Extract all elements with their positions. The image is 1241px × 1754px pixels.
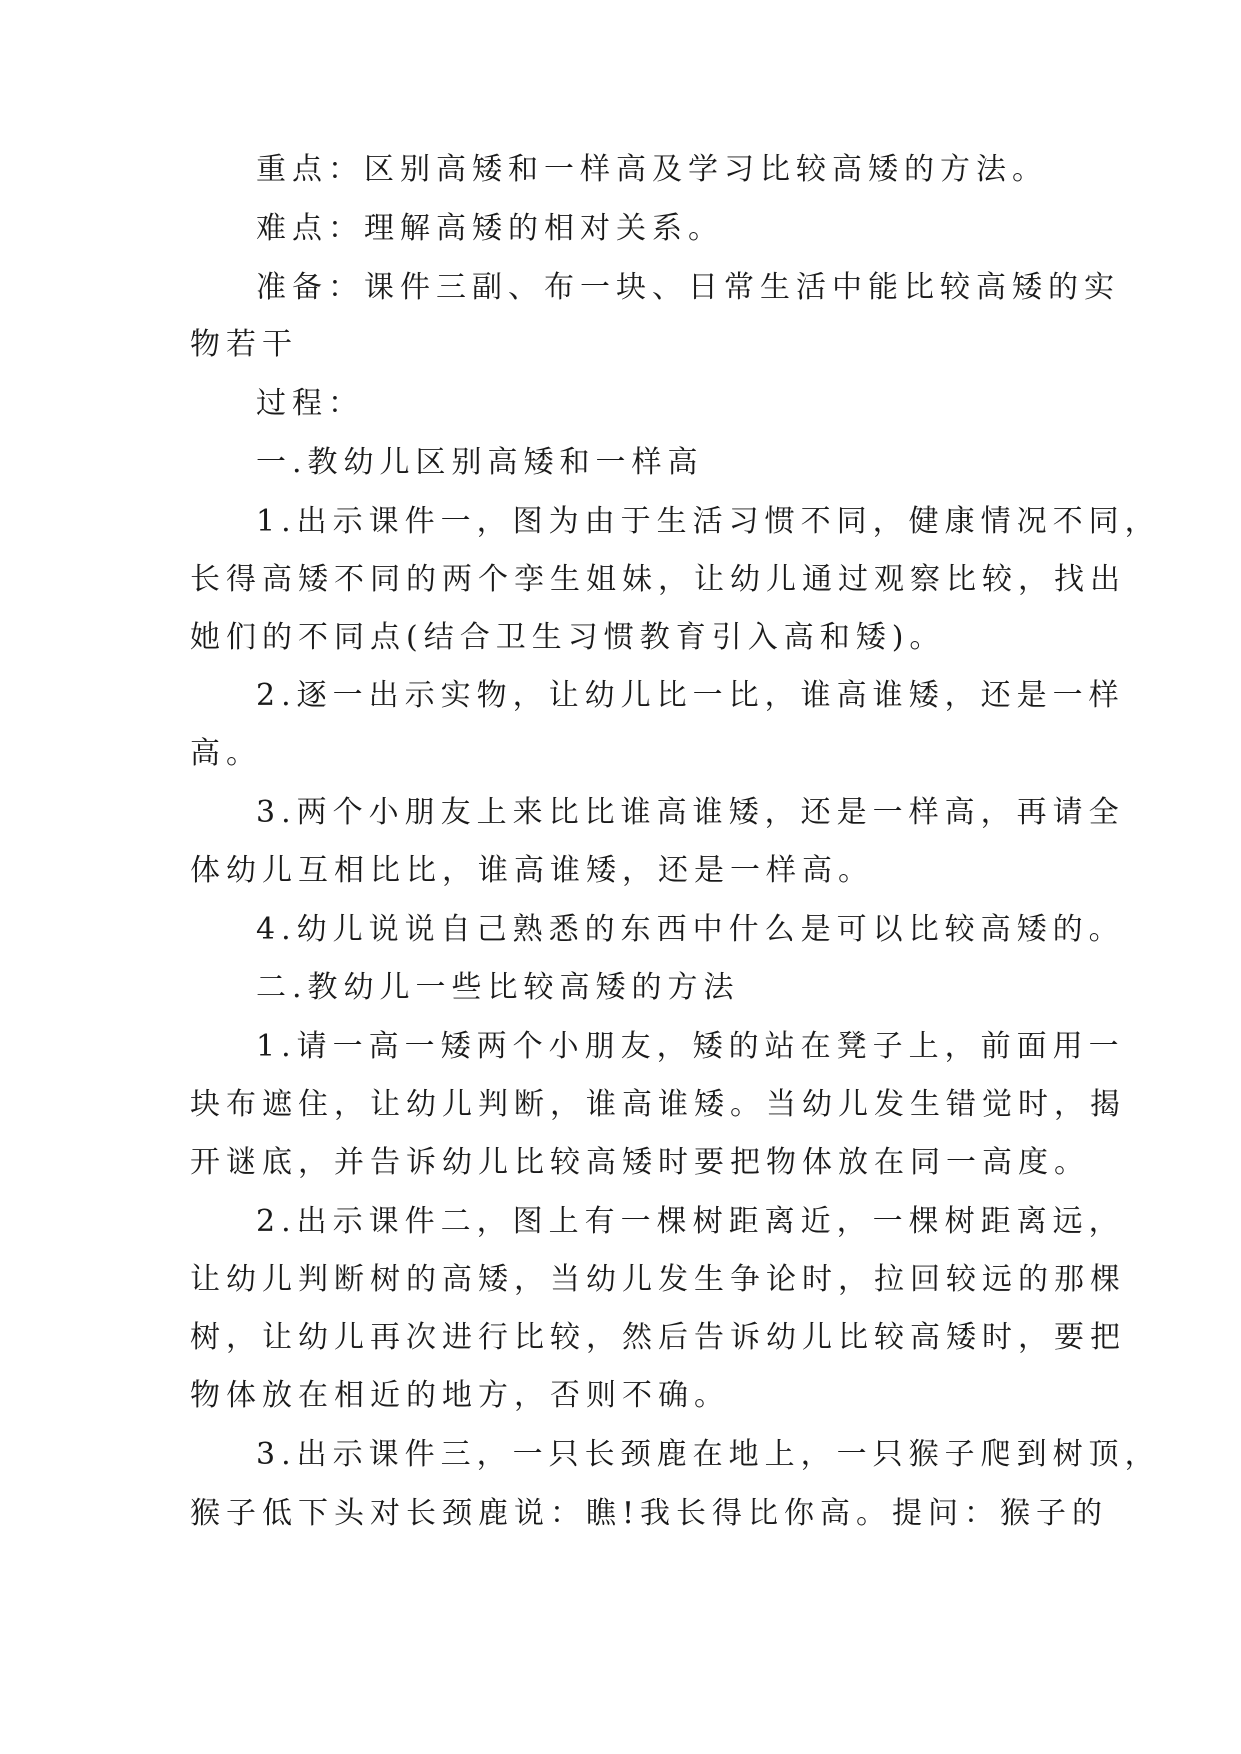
paragraph-line: 4.幼儿说说自己熟悉的东西中什么是可以比较高矮的。 xyxy=(256,912,1125,947)
paragraph-line: 2.逐一出示实物，让幼儿比一比，谁高谁矮，还是一样 xyxy=(256,678,1125,713)
paragraph-line: 重点：区别高矮和一样高及学习比较高矮的方法。 xyxy=(256,152,1048,187)
paragraph-line: 猴子低下头对长颈鹿说：瞧!我长得比你高。提问：猴子的 xyxy=(190,1496,1109,1531)
paragraph-line: 准备：课件三副、布一块、日常生活中能比较高矮的实 xyxy=(256,270,1120,305)
paragraph-line: 1.出示课件一，图为由于生活习惯不同，健康情况不同， xyxy=(256,504,1161,539)
paragraph-line: 3.两个小朋友上来比比谁高谁矮，还是一样高，再请全 xyxy=(256,795,1125,830)
paragraph-line: 她们的不同点(结合卫生习惯教育引入高和矮)。 xyxy=(190,620,946,655)
paragraph-line: 开谜底，并告诉幼儿比较高矮时要把物体放在同一高度。 xyxy=(190,1145,1090,1180)
paragraph-line: 树，让幼儿再次进行比较，然后告诉幼儿比较高矮时，要把 xyxy=(190,1320,1126,1355)
paragraph-line: 3.出示课件三，一只长颈鹿在地上，一只猴子爬到树顶， xyxy=(256,1437,1161,1472)
paragraph-line: 过程： xyxy=(256,386,364,421)
paragraph-line: 体幼儿互相比比，谁高谁矮，还是一样高。 xyxy=(190,853,874,888)
paragraph-line: 高。 xyxy=(190,736,262,771)
paragraph-line: 难点：理解高矮的相对关系。 xyxy=(256,211,724,246)
paragraph-line: 物若干 xyxy=(190,327,298,362)
section-heading: 二.教幼儿一些比较高矮的方法 xyxy=(256,970,740,1005)
paragraph-line: 1.请一高一矮两个小朋友，矮的站在凳子上，前面用一 xyxy=(256,1029,1125,1064)
paragraph-line: 物体放在相近的地方，否则不确。 xyxy=(190,1378,730,1413)
section-heading: 一.教幼儿区别高矮和一样高 xyxy=(256,445,704,480)
paragraph-line: 长得高矮不同的两个孪生姐妹，让幼儿通过观察比较，找出 xyxy=(190,562,1126,597)
paragraph-line: 块布遮住，让幼儿判断，谁高谁矮。当幼儿发生错觉时，揭 xyxy=(190,1087,1126,1122)
paragraph-line: 2.出示课件二，图上有一棵树距离近，一棵树距离远， xyxy=(256,1204,1125,1239)
paragraph-line: 让幼儿判断树的高矮，当幼儿发生争论时，拉回较远的那棵 xyxy=(190,1262,1126,1297)
